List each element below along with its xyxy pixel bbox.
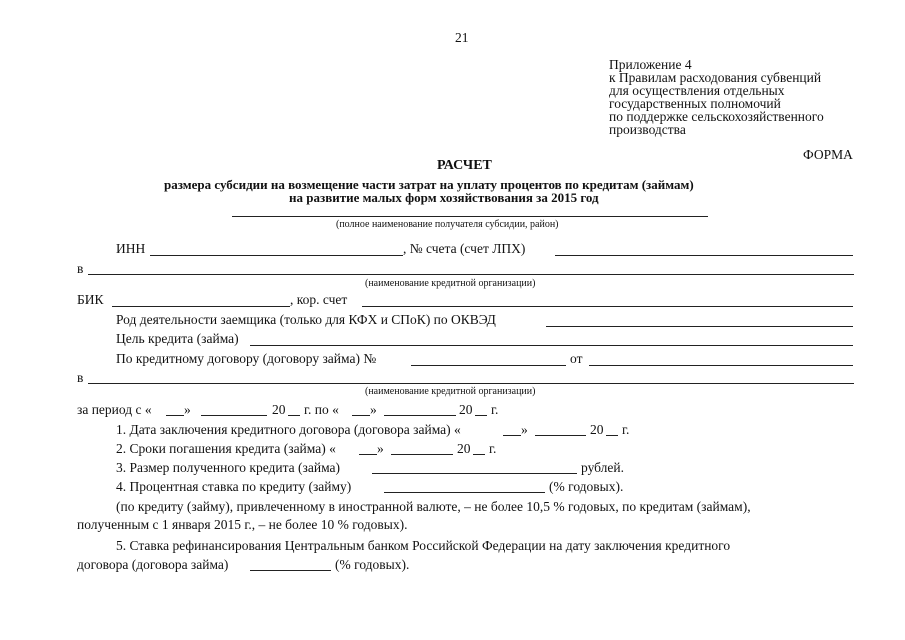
note-line-1: (по кредиту (займу), привлеченному в иностранной валюте, – не более 10,5 % годовых, по кредитам (займам), bbox=[116, 499, 751, 514]
item5-line-1: 5. Ставка рефинансирования Центральным банком Российской Федерации на дату заключения кредитного bbox=[116, 538, 731, 553]
contract-date-field[interactable] bbox=[589, 365, 853, 366]
appendix-line: Приложение 4 bbox=[609, 57, 692, 72]
bik-field[interactable] bbox=[112, 306, 290, 307]
item2-quote: » bbox=[377, 441, 384, 456]
account-field[interactable] bbox=[555, 255, 853, 256]
appendix-line: по поддержке сельскохозяйственного bbox=[609, 109, 824, 124]
item4-label: 4. Процентная ставка по кредиту (займу) bbox=[116, 479, 352, 494]
item2-month-field[interactable] bbox=[391, 454, 453, 455]
item2-day-field[interactable] bbox=[359, 454, 377, 455]
period-prefix: за период с « bbox=[77, 402, 152, 417]
document-subtitle-line2: на развитие малых форм хозяйствования за 2015 год bbox=[289, 190, 599, 205]
period-mid: г. по « bbox=[304, 402, 339, 417]
period-quote-1: » bbox=[184, 402, 191, 417]
interest-rate-field[interactable] bbox=[384, 492, 545, 493]
item5-line-2-suffix: (% годовых). bbox=[335, 557, 410, 572]
item1-year: 20 bbox=[590, 422, 604, 437]
credit-org-caption-2: (наименование кредитной организации) bbox=[365, 386, 536, 397]
item3-suffix: рублей. bbox=[581, 460, 625, 475]
appendix-line: для осуществления отдельных bbox=[609, 83, 785, 98]
inn-field[interactable] bbox=[150, 255, 403, 256]
contract-number-field[interactable] bbox=[411, 365, 566, 366]
appendix-line: производства bbox=[609, 122, 686, 137]
corr-account-field[interactable] bbox=[362, 306, 853, 307]
item1-label: 1. Дата заключения кредитного договора (договора займа) « bbox=[116, 422, 461, 437]
form-label: ФОРМА bbox=[803, 147, 853, 162]
contract-label: По кредитному договору (договору займа) № bbox=[116, 351, 377, 366]
item1-quote: » bbox=[521, 422, 528, 437]
note-line-2: полученным с 1 января 2015 г., – не более 10 % годовых). bbox=[77, 517, 408, 532]
in-label: в bbox=[77, 261, 84, 276]
period-quote-2: » bbox=[370, 402, 377, 417]
item3-label: 3. Размер полученного кредита (займа) bbox=[116, 460, 341, 475]
recipient-name-field[interactable] bbox=[232, 216, 708, 217]
activity-label: Род деятельности заемщика (только для КФХ и СПоК) по ОКВЭД bbox=[116, 312, 496, 327]
item1-suffix: г. bbox=[622, 422, 630, 437]
recipient-caption: (полное наименование получателя субсидии, район) bbox=[336, 219, 559, 230]
page-number: 21 bbox=[455, 30, 469, 45]
in-label-2: в bbox=[77, 370, 84, 385]
credit-purpose-label: Цель кредита (займа) bbox=[116, 331, 239, 346]
period-end-day-field[interactable] bbox=[352, 415, 370, 416]
credit-org-field[interactable] bbox=[88, 274, 854, 275]
item2-label: 2. Сроки погашения кредита (займа) « bbox=[116, 441, 336, 456]
period-year-2: 20 bbox=[459, 402, 473, 417]
item1-day-field[interactable] bbox=[503, 435, 521, 436]
appendix-line: государственных полномочий bbox=[609, 96, 781, 111]
from-label: от bbox=[570, 351, 583, 366]
credit-purpose-field[interactable] bbox=[250, 345, 853, 346]
credit-amount-field[interactable] bbox=[372, 473, 577, 474]
bik-label: БИК bbox=[77, 292, 104, 307]
item1-year-field[interactable] bbox=[606, 435, 618, 436]
item2-suffix: г. bbox=[489, 441, 497, 456]
item2-year: 20 bbox=[457, 441, 471, 456]
appendix-line: к Правилам расходования субвенций bbox=[609, 70, 822, 85]
account-label: , № счета (счет ЛПХ) bbox=[403, 241, 526, 256]
item5-line-2-prefix: договора (договора займа) bbox=[77, 557, 229, 572]
period-start-day-field[interactable] bbox=[166, 415, 184, 416]
refinancing-rate-field[interactable] bbox=[250, 570, 331, 571]
credit-org-field-2[interactable] bbox=[88, 383, 854, 384]
period-end-month-field[interactable] bbox=[384, 415, 456, 416]
period-start-month-field[interactable] bbox=[201, 415, 267, 416]
appendix-block bbox=[609, 58, 824, 136]
period-suffix: г. bbox=[491, 402, 499, 417]
item1-month-field[interactable] bbox=[535, 435, 586, 436]
item4-suffix: (% годовых). bbox=[549, 479, 624, 494]
item2-year-field[interactable] bbox=[473, 454, 485, 455]
okved-field[interactable] bbox=[546, 326, 853, 327]
inn-label: ИНН bbox=[116, 241, 146, 256]
period-year-1: 20 bbox=[272, 402, 286, 417]
credit-org-caption: (наименование кредитной организации) bbox=[365, 278, 536, 289]
period-start-year-field[interactable] bbox=[288, 415, 300, 416]
document-title: РАСЧЕТ bbox=[437, 158, 492, 173]
document-subtitle-line1: размера субсидии на возмещение части затрат на уплату процентов по кредитам (займам) bbox=[164, 177, 694, 192]
corr-account-label: , кор. счет bbox=[290, 292, 348, 307]
period-end-year-field[interactable] bbox=[475, 415, 487, 416]
